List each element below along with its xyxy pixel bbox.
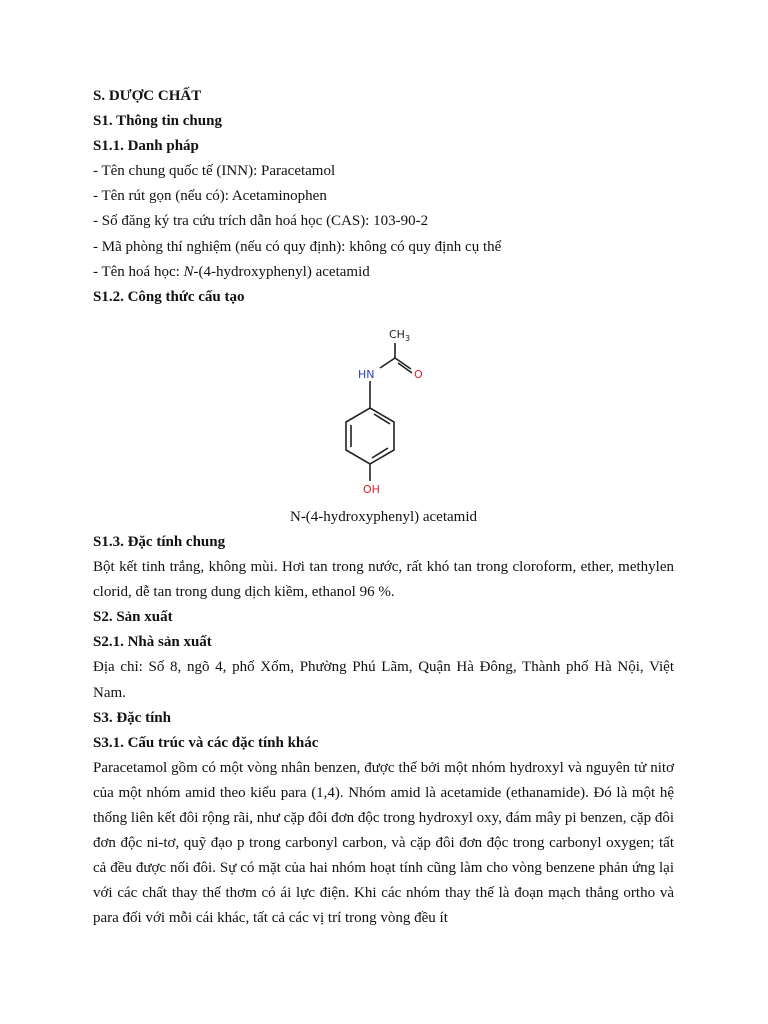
document-body bbox=[93, 84, 674, 931]
list-item-short-name: - Tên rút gọn (nếu có): Acetaminophen bbox=[93, 188, 327, 205]
paracetamol-structure-diagram bbox=[284, 313, 484, 503]
n-to-carbonyl-bond bbox=[380, 358, 395, 368]
oh-label: OH bbox=[362, 482, 380, 496]
section-s3-title: S3. Đặc tính bbox=[93, 709, 171, 726]
section-s1-3-title: S1.3. Đặc tính chung bbox=[93, 533, 226, 550]
manufacturer-address: Địa chỉ: Số 8, ngõ 4, phố Xốm, Phường Phú Lãm, Quận Hà Đông, Thành phố Hà Nội, Việt Nam. bbox=[93, 659, 674, 701]
chemical-name-rest: -(4-hydroxyphenyl) acetamid bbox=[193, 263, 370, 280]
section-s2-title: S2. Sản xuất bbox=[93, 609, 173, 626]
chemical-name-prefix: - Tên hoá học: bbox=[93, 263, 184, 280]
nh-label: HN bbox=[357, 367, 374, 381]
chemical-name-italic-n: N bbox=[183, 263, 194, 280]
structure-description-text: Paracetamol gồm có một vòng nhân benzen, được thế bởi một nhóm hydroxyl và nguyên tử nitơ của một nhóm amid theo kiểu para (1,4). Nhóm amid là acetamide (ethanamide). Đó là một hệ thống liên kết đôi rộng rãi, như cặp đôi đơn độc trong hydroxyl oxy, đám mây pi benzen, cặp đôi đơn độc ni-tơ, quỹ đạo p trong carbonyl carbon, và cặp đôi đơn độc trong carbonyl oxygen; tất cả đều được nối đôi. Sự có mặt của hai nhóm hoạt tính cũng làm cho vòng benzene phản ứng lại với các chất thay thế thơm có ái lực điện. Khi các nhóm thay thế là đoạn mạch thẳng ortho và para đối với mỗi cái khác, tất cả các vị trí trong vòng đều ít bbox=[93, 759, 674, 927]
ring-outline bbox=[346, 408, 394, 464]
list-item-chemical-name bbox=[93, 260, 674, 285]
list-item-cas: - Số đăng ký tra cứu trích dẫn hoá học (CAS): 103-90-2 bbox=[93, 213, 429, 230]
list-item-lab-code: - Mã phòng thí nghiệm (nếu có quy định): không có quy định cụ thể bbox=[93, 238, 502, 255]
section-s1-title: S1. Thông tin chung bbox=[93, 113, 222, 130]
section-s1-1-title: S1.1. Danh pháp bbox=[93, 138, 199, 155]
ch3-label: $CH_3$ bbox=[388, 327, 410, 343]
section-s2-1-title: S2.1. Nhà sản xuất bbox=[93, 634, 212, 651]
main-heading: S. DƯỢC CHẤT bbox=[93, 88, 202, 104]
section-s3-1-title: S3.1. Cấu trúc và các đặc tính khác bbox=[93, 734, 319, 751]
list-item-inn: - Tên chung quốc tế (INN): Paracetamol bbox=[93, 163, 336, 180]
benzene-ring bbox=[346, 408, 394, 464]
figure-caption: N-(4-hydroxyphenyl) acetamid bbox=[289, 508, 478, 525]
o-label: O bbox=[413, 367, 423, 381]
ring-double-bond-b bbox=[372, 448, 388, 458]
section-s1-2-title: S1.2. Công thức cấu tạo bbox=[93, 288, 245, 305]
structural-formula-figure bbox=[284, 313, 484, 503]
general-properties-text: Bột kết tinh trắng, không mùi. Hơi tan trong nước, rất khó tan trong cloroform, ether, methylen clorid, dễ tan trong dung dịch kiềm, ethanol 96 %. bbox=[93, 559, 674, 601]
